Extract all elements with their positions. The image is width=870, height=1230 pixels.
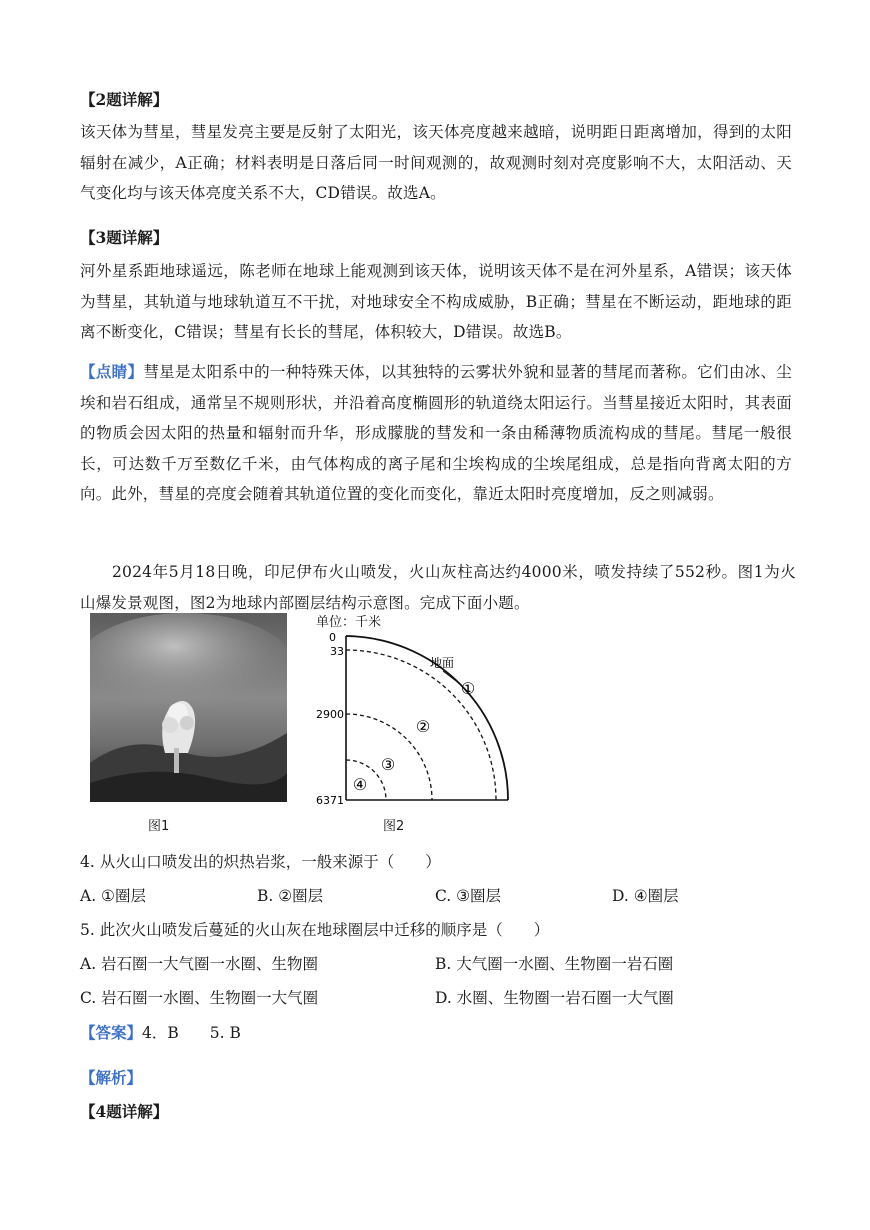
- depth-0: 0: [329, 631, 336, 644]
- section-4-heading: 【4题详解】: [80, 1102, 169, 1121]
- layer-2-label: ②: [415, 717, 431, 736]
- note-label: 【点睛】: [80, 362, 144, 381]
- earth-layers-diagram: [300, 610, 515, 810]
- answer-label: 【答案】: [80, 1023, 143, 1042]
- depth-6371: 6371: [316, 794, 344, 807]
- depth-33: 33: [330, 645, 344, 658]
- section-2-body: 该天体为彗星，彗星发亮主要是反射了太阳光，该天体亮度越来越暗，说明距日距离增加，得到的太阳辐射在减少，A正确；材料表明是日落后同一时间观测的，故观测时刻对亮度影响不大，太阳活动、天气变化均与该天体亮度关系不大，CD错误。故选A。: [80, 123, 792, 202]
- q5-stem: 5. 此次火山喷发后蔓延的火山灰在地球圈层中迁移的顺序是（ ）: [80, 921, 550, 939]
- q4-option-c: C. ③圈层: [435, 887, 502, 905]
- layer-4-label: ④: [352, 775, 368, 794]
- volcano-eruption-photo: [90, 613, 287, 802]
- ground-label: 地面: [430, 656, 455, 670]
- section-3-body: 河外星系距地球遥远，陈老师在地球上能观测到该天体，说明该天体不是在河外星系，A错误；该天体为彗星，其轨道与地球轨道互不干扰，对地球安全不构成威胁，B正确；彗星在不断运动，距地球的距离不断变化，C错误；彗星有长长的彗尾，体积较大，D错误。故选B。: [80, 262, 792, 341]
- answer-text: 4．B 5. B: [142, 1024, 241, 1042]
- question-intro: 2024年5月18日晚，印尼伊布火山喷发，火山灰柱高达约4000米，喷发持续了552秒。图1为火山爆发景观图，图2为地球内部圈层结构示意图。完成下面小题。: [80, 563, 796, 612]
- analysis-label: 【解析】: [80, 1068, 143, 1087]
- note-body: 彗星是太阳系中的一种特殊天体，以其独特的云雾状外貌和显著的彗尾而著称。它们由冰、尘埃和岩石组成，通常呈不规则形状，并沿着高度椭圆形的轨道绕太阳运行。当彗星接近太阳时，其表面的物质会因太阳的热量和辐射而升华，形成朦胧的彗发和一条由稀薄物质流构成的彗尾。彗尾一般很长，可达数千万至数亿千米，由气体构成的离子尾和尘埃构成的尘埃尾组成，总是指向背离太阳的方向。此外，彗星的亮度会随着其轨道位置的变化而变化，靠近太阳时亮度增加，反之则减弱。: [80, 363, 793, 503]
- note-paragraph: [80, 357, 792, 510]
- layer-3-label: ③: [380, 755, 396, 774]
- section-2-heading: 【2题详解】: [80, 90, 169, 109]
- q4-stem: 4. 从火山口喷发出的炽热岩浆，一般来源于（ ）: [80, 853, 441, 871]
- fig1-caption: 图1: [148, 819, 170, 834]
- q4-option-a: A. ①圈层: [80, 887, 146, 905]
- q5-option-d: D. 水圈、生物圈一岩石圈一大气圈: [435, 989, 674, 1007]
- layer-1-label: ①: [460, 679, 476, 698]
- q5-option-b: B. 大气圈一水圈、生物圈一岩石圈: [435, 955, 674, 973]
- depth-2900: 2900: [316, 708, 344, 721]
- unit-label: 单位：千米: [316, 615, 382, 630]
- answer-line: [80, 1021, 241, 1045]
- section-3-heading: 【3题详解】: [80, 228, 169, 247]
- q5-option-c: C. 岩石圈一水圈、生物圈一大气圈: [80, 989, 319, 1007]
- q4-option-d: D. ④圈层: [612, 887, 679, 905]
- fig2-caption: 图2: [383, 819, 405, 834]
- q5-option-a: A. 岩石圈一大气圈一水圈、生物圈: [80, 955, 319, 973]
- q4-option-b: B. ②圈层: [257, 887, 324, 905]
